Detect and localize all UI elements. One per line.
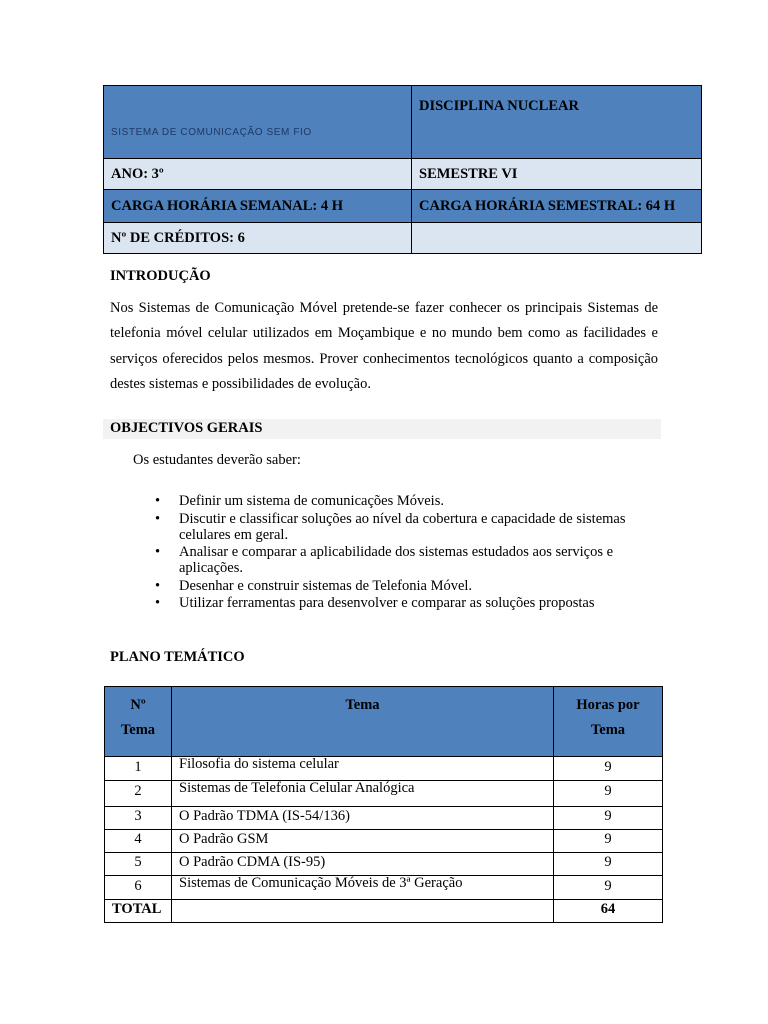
weekly-load-cell: CARGA HORÁRIA SEMANAL: 4 H: [104, 190, 412, 223]
table-row: 1 Filosofia do sistema celular 9: [105, 757, 663, 781]
semester-load-cell: CARGA HORÁRIA SEMESTRAL: 64 H: [412, 190, 702, 223]
plan-heading: PLANO TEMÁTICO: [110, 649, 245, 665]
plan-table: [104, 686, 663, 923]
bullet-icon: •: [155, 544, 161, 560]
table-row: 3 O Padrão TDMA (IS-54/136) 9: [105, 807, 663, 830]
empty-cell: [412, 223, 702, 254]
list-item: • Desenhar e construir sistemas de Telefonia Móvel.: [155, 577, 473, 594]
table-row: 4 O Padrão GSM 9: [105, 830, 663, 853]
course-info-table: [103, 85, 702, 254]
total-hours: 64: [554, 900, 663, 923]
list-item: • Analisar e comparar a aplicabilidade dos sistemas estudados aos serviços e aplicações.: [155, 544, 614, 576]
objectives-heading: OBJECTIVOS GERAIS: [110, 420, 263, 436]
intro-heading: INTRODUÇÃO: [110, 268, 211, 284]
list-item: • Utilizar ferramentas para desenvolver e comparar as soluções propostas: [155, 595, 595, 611]
objectives-lead: Os estudantes deverão saber:: [133, 452, 301, 468]
list-item: • Definir um sistema de comunicações Móveis.: [155, 493, 444, 509]
col-header-tema: Tema: [172, 687, 554, 757]
bullet-icon: •: [155, 577, 161, 594]
list-item: • Discutir e classificar soluções ao nível da cobertura e capacidade de sistemas celulares em geral.: [155, 510, 626, 543]
bullet-icon: •: [155, 510, 161, 527]
semester-cell: SEMESTRE VI: [412, 159, 702, 190]
col-header-number: Nº Tema: [105, 687, 172, 757]
course-name-cell: SISTEMA DE COMUNICAÇÃO SEM FIO: [104, 86, 412, 159]
bullet-icon: •: [155, 595, 161, 611]
table-row: 2 Sistemas de Telefonia Celular Analógica 9: [105, 781, 663, 807]
bullet-icon: •: [155, 493, 161, 509]
discipline-cell: DISCIPLINA NUCLEAR: [412, 86, 702, 159]
table-row: 5 O Padrão CDMA (IS-95) 9: [105, 853, 663, 876]
year-cell: ANO: 3º: [104, 159, 412, 190]
objectives-heading-bar: [103, 419, 661, 439]
credits-cell: Nº DE CRÉDITOS: 6: [104, 223, 412, 254]
objectives-list: [155, 493, 665, 613]
total-label: TOTAL: [105, 900, 172, 923]
intro-paragraph: Nos Sistemas de Comunicação Móvel pretende-se fazer conhecer os principais Sistemas de telefonia móvel celular utilizados em Moçambique e no mundo bem como as facilidades e serviços oferecidos pelos mesmos. Prover conhecimentos tecnológicos quanto a composição destes sistemas e possibilidades de evolução.: [110, 300, 658, 392]
table-total-row: [105, 900, 663, 923]
table-row: 6 Sistemas de Comunicação Móveis de 3ª Geração 9: [105, 876, 663, 900]
col-header-hours: Horas por Tema: [554, 687, 663, 757]
